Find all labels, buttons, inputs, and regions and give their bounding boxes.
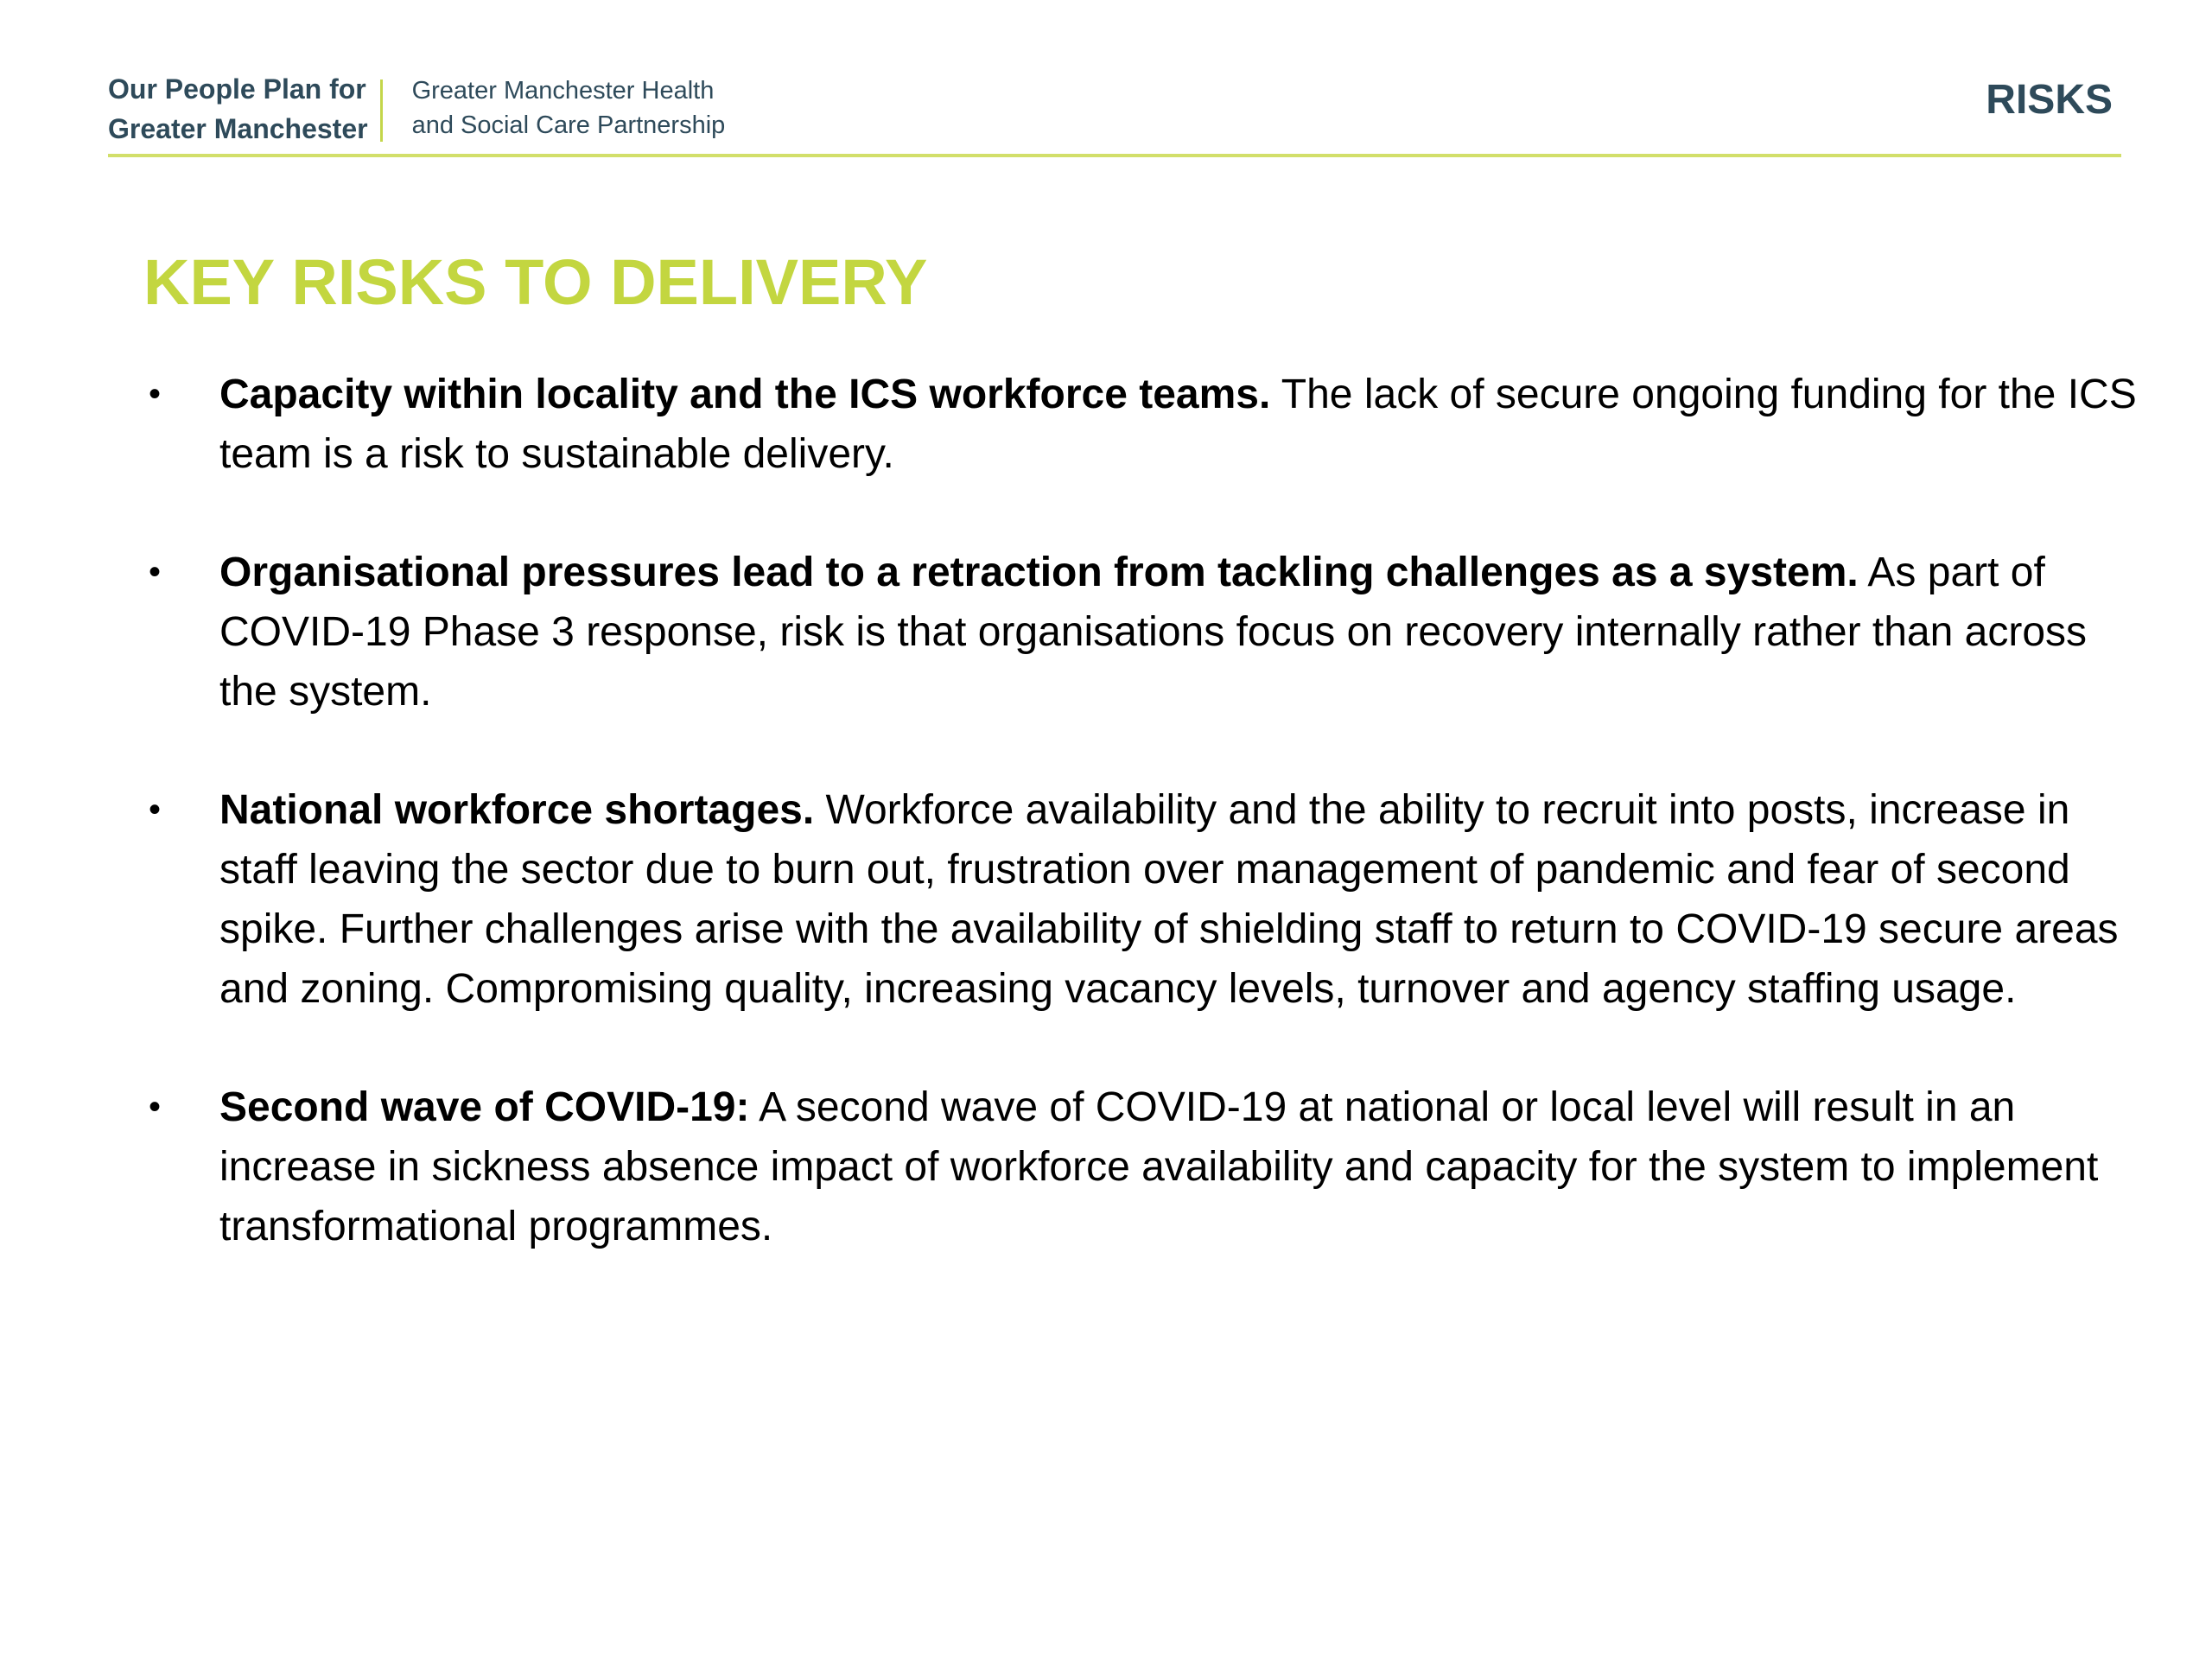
bullet-icon: • — [149, 1088, 162, 1126]
risk-text: As part of COVID-19 Phase 3 response, risk is that organisations focus on recovery internally rather than across the system. — [219, 550, 2088, 715]
plan-name — [108, 69, 380, 149]
bullet-icon: • — [149, 553, 162, 591]
bullet-icon: • — [149, 791, 162, 829]
risk-heading: Second wave of COVID-19: — [219, 1084, 750, 1130]
page-title: KEY RISKS TO DELIVERY — [143, 246, 928, 318]
risk-item-capacity — [149, 365, 2153, 484]
risk-heading: Organisational pressures lead to a retraction from tackling challenges as a system. — [219, 550, 1859, 595]
risk-item-second-wave — [149, 1077, 2153, 1256]
risk-text: Workforce availability and the ability to recruit into posts, increase in staff leaving the sector due to burn out, frustration over management of pandemic and fear of second spike. Further challenges arise with the availability of shielding staff to return to COVID-19 secure areas and zoning. Compromising quality, increasing vacancy levels, turnover and agency staffing usage. — [219, 787, 2119, 1012]
brand-lockup — [108, 69, 725, 149]
risk-list — [149, 365, 2153, 1315]
header-divider — [108, 154, 2121, 157]
partner-name-line-2: and Social Care Partnership — [411, 111, 726, 139]
partner-name-line-1: Greater Manchester Health — [411, 77, 715, 105]
risk-item-organisational-pressures — [149, 543, 2153, 721]
plan-name-line-2: Greater Manchester — [108, 113, 368, 144]
risk-heading: Capacity within locality and the ICS workforce teams. — [219, 372, 1271, 417]
risk-heading: National workforce shortages. — [219, 787, 815, 833]
bullet-icon: • — [149, 375, 162, 413]
risk-item-workforce-shortages — [149, 780, 2153, 1019]
risk-text: A second wave of COVID-19 at national or local level will result in an increase in sickness absence impact of workforce availability and capacity for the system to implement transformational programmes. — [219, 1084, 2099, 1249]
plan-name-line-1: Our People Plan for — [108, 73, 366, 105]
page-header — [108, 69, 2121, 156]
section-label: RISKS — [1986, 77, 2113, 123]
partner-name — [383, 69, 726, 143]
risk-text: The lack of secure ongoing funding for the ICS team is a risk to sustainable delivery. — [219, 372, 2137, 477]
